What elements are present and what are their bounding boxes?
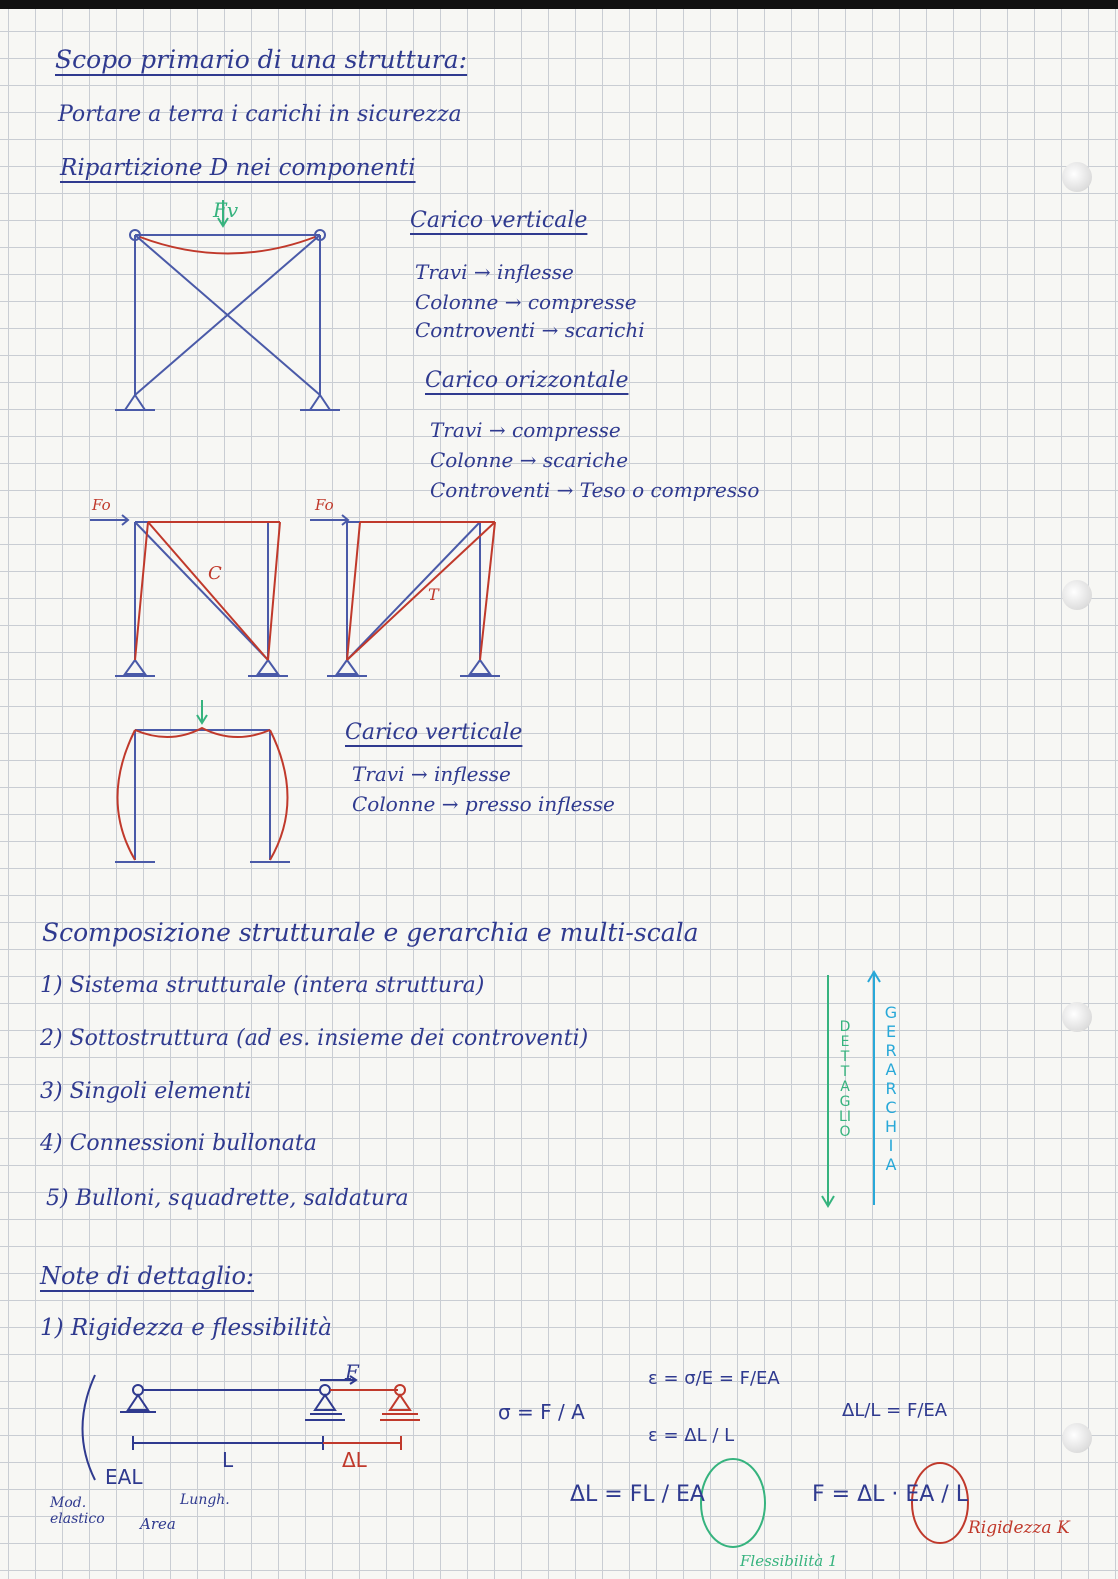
equation-strain-2: ε = ΔL / L (648, 1425, 735, 1446)
stiffness-label: Rigidezza K (968, 1518, 1070, 1538)
subtitle: Portare a terra i carichi in sicurezza (58, 102, 462, 127)
equation-stress: σ = F / A (498, 1400, 585, 1424)
list-item: 3) Singoli elementi (40, 1079, 252, 1104)
tension-label: T (428, 585, 439, 604)
force-label: F (345, 1360, 359, 1384)
portal-frame-vertical-load (115, 700, 290, 862)
compression-label: C (208, 563, 222, 584)
area-note: Area (140, 1515, 176, 1533)
equation-strain-1: ε = σ/E = F/EA (648, 1368, 780, 1389)
heading: Carico verticale (410, 208, 588, 233)
list-item: 2) Sottostruttura (ad es. insieme dei controventi) (40, 1026, 589, 1051)
section-heading: Ripartizione D nei componenti (60, 155, 416, 181)
list-item: Colonne → scariche (430, 448, 629, 472)
list-item: 1) Sistema strutturale (intera struttura) (40, 973, 485, 998)
length-label: L (222, 1448, 234, 1472)
braced-frame-diagram (115, 200, 340, 410)
force-label: Fv (213, 198, 239, 222)
force-label: Fo (315, 496, 334, 514)
heading: Carico orizzontale (425, 368, 629, 393)
list-item: Travi → compresse (430, 418, 621, 442)
eal-label: EAL (105, 1465, 143, 1489)
list-item: Controventi → Teso o compresso (430, 478, 760, 502)
delta-length-label: ΔL (342, 1448, 367, 1472)
list-item: 1) Rigidezza e flessibilità (40, 1315, 332, 1341)
page-title: Scopo primario di una struttura: (55, 45, 468, 74)
equation-elongation: ΔL = FL / EA (570, 1482, 705, 1507)
dettaglio-label: DETTAGLIO (839, 1019, 851, 1140)
list-item: Travi → inflesse (352, 762, 511, 786)
mod-elastico-note: Mod. elastico (50, 1495, 105, 1527)
list-item: 5) Bulloni, squadrette, saldatura (46, 1186, 409, 1211)
list-item: 4) Connessioni bullonata (40, 1131, 317, 1156)
list-item: Colonne → compresse (415, 290, 637, 314)
list-item: Travi → inflesse (415, 260, 574, 284)
section-heading: Note di dettaglio: (40, 1262, 255, 1290)
section-heading: Scomposizione strutturale e gerarchia e multi-scala (42, 918, 699, 947)
length-note: Lungh. (180, 1492, 230, 1508)
flexibility-label: Flessibilità 1 (740, 1552, 838, 1570)
equation-force: F = ΔL · EA / L (812, 1482, 968, 1507)
heading: Carico verticale (345, 720, 523, 745)
equation-ratio: ΔL/L = F/EA (842, 1400, 948, 1421)
list-item: Controventi → scarichi (415, 318, 645, 342)
list-item: Colonne → presso inflesse (352, 792, 615, 816)
force-label: Fo (92, 496, 111, 514)
gerarchia-label: GERARCHIA (884, 1003, 898, 1174)
